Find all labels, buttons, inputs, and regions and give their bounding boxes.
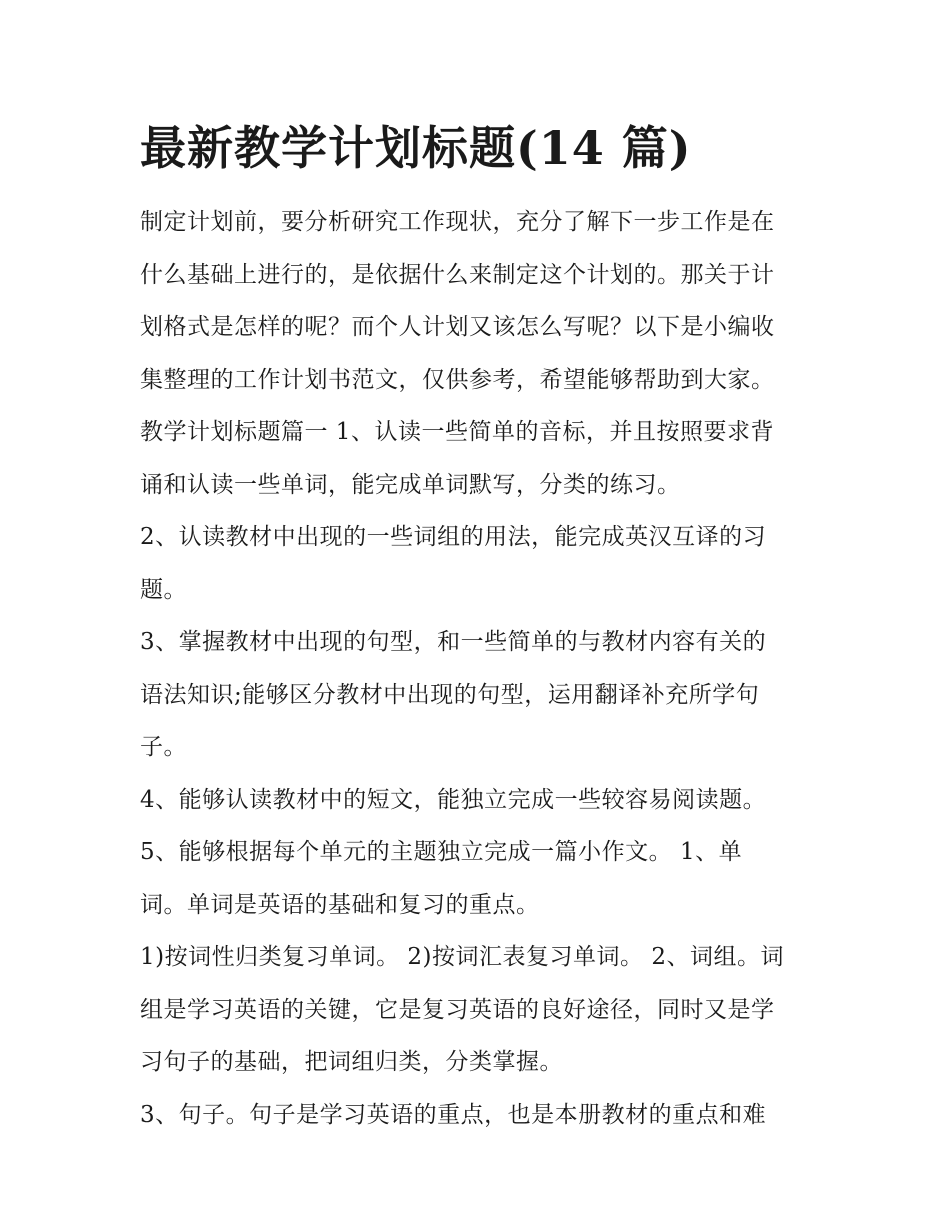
text-line: 1)按词性归类复习单词。 2)按词汇表复习单词。 2、词组。词	[140, 944, 784, 970]
text-line: 5、能够根据每个单元的主题独立完成一篇小作文。 1、单	[140, 839, 743, 865]
text-line: 2、认读教材中出现的一些词组的用法，能完成英汉互译的习	[140, 524, 767, 550]
text-line: 子。	[140, 734, 187, 760]
document-title: 最新教学计划标题(14 篇)	[140, 121, 692, 175]
text-line: 语法知识;能够区分教材中出现的句型，运用翻译补充所学句	[140, 681, 760, 708]
document-body	[140, 196, 820, 1141]
text-line: 诵和认读一些单词，能完成单词默写，分类的练习。	[140, 471, 681, 498]
text-line: 集整理的工作计划书范文，仅供参考，希望能够帮助到大家。	[140, 366, 775, 393]
text-line: 划格式是怎样的呢？而个人计划又该怎么写呢？以下是小编收	[140, 314, 775, 340]
text-line: 题。	[140, 576, 187, 603]
text-line: 习句子的基础，把词组归类，分类掌握。	[140, 1049, 563, 1075]
text-line: 4、能够认读教材中的短文，能独立完成一些较容易阅读题。	[140, 786, 767, 813]
text-line: 3、句子。句子是学习英语的重点，也是本册教材的重点和难	[140, 1101, 767, 1128]
text-line: 制定计划前，要分析研究工作现状，充分了解下一步工作是在	[140, 209, 775, 235]
text-line: 什么基础上进行的，是依据什么来制定这个计划的。那关于计	[140, 261, 775, 288]
text-line: 3、掌握教材中出现的句型，和一些简单的与教材内容有关的	[140, 629, 767, 655]
text-line: 教学计划标题篇一 1、认读一些简单的音标，并且按照要求背	[140, 419, 774, 445]
text-line: 词。单词是英语的基础和复习的重点。	[140, 891, 540, 918]
text-line: 组是学习英语的关键，它是复习英语的良好途径，同时又是学	[140, 996, 775, 1023]
